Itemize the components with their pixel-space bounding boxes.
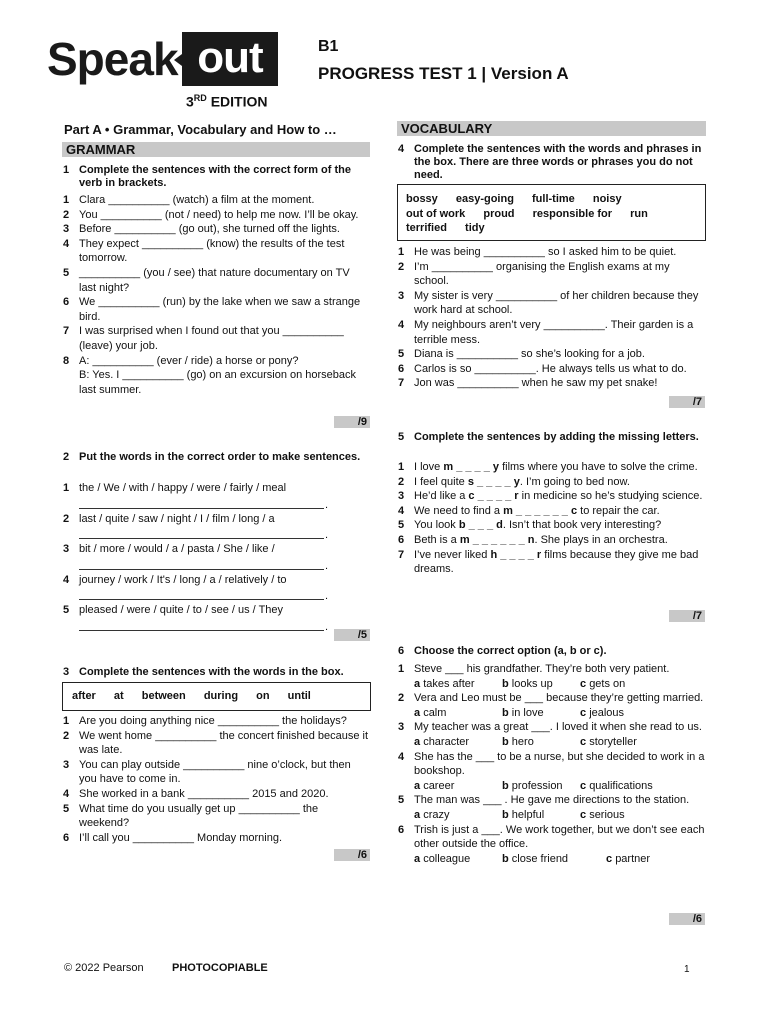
- options-row: a colleague b close friend c partner: [414, 852, 651, 865]
- list-item: 3 You can play outside __________ nine o’clock, but then you have to come in.: [63, 758, 351, 786]
- list-item: 6 We __________ (run) by the lake when we saw a strange bird.: [63, 296, 361, 323]
- list-item: 5 __________ (you / see) that nature documentary on TV last night?: [63, 266, 350, 294]
- q6-instruction: 6 Choose the correct option (a, b or c).: [398, 645, 607, 657]
- q2-score: /5: [334, 629, 370, 641]
- logo-out: out: [182, 32, 278, 86]
- word-box: [62, 682, 371, 711]
- list-item: 1 He was being __________ so I asked him to be quiet.: [398, 246, 677, 258]
- list-item: 3 bit / more / would / a / pasta / She / like /: [63, 543, 275, 556]
- options-row: a career b profession c qualifications: [414, 779, 653, 792]
- answer-line[interactable]: [79, 526, 324, 539]
- list-item: 4 journey / work / It's / long / a / relatively / to: [63, 573, 287, 586]
- page-title: PROGRESS TEST 1 | Version A: [318, 64, 569, 83]
- list-item: 8 A: __________ (ever / ride) a horse or pony? B: Yes. I __________ (go) on an excursion on horseback last summer.: [63, 354, 357, 396]
- list-item: 4 We need to find a m _ _ _ _ _ _ c to repair the car.: [398, 504, 660, 517]
- q4-score: /7: [669, 396, 705, 408]
- list-item: 2 I’m __________ organising the English exams at my school.: [398, 260, 670, 288]
- q2-items: [63, 481, 369, 634]
- list-item: 2 last / quite / saw / night / I / film / long / a: [63, 512, 275, 525]
- grammar-section-bar: GRAMMAR: [62, 142, 370, 157]
- q1-instruction: 1 Complete the sentences with the correct form of the verb in brackets.: [63, 164, 351, 189]
- q6-score: /6: [669, 913, 705, 925]
- q1-score: /9: [334, 416, 370, 428]
- box-word: on: [256, 690, 270, 702]
- list-item: 1 Are you doing anything nice __________ the holidays?: [63, 715, 347, 727]
- list-item: 4 She worked in a bank __________ 2015 and 2020.: [63, 787, 329, 800]
- q3-items: [63, 714, 369, 845]
- vocabulary-section-bar: VOCABULARY: [397, 121, 706, 136]
- answer-line[interactable]: [79, 587, 324, 600]
- box-word: noisy: [592, 193, 622, 205]
- page-number: 1: [684, 964, 690, 975]
- list-item: 7 I’ve never liked h _ _ _ _ r films because they give me bad dreams.: [398, 548, 699, 576]
- list-item: 4 My neighbours aren’t very __________. Their garden is a terrible mess.: [398, 318, 694, 346]
- box-word: easy-going: [455, 193, 514, 205]
- q5-items: [398, 460, 706, 577]
- options-row: a character b hero c storyteller: [414, 735, 637, 748]
- list-item: 4 They expect __________ (know) the results of the test tomorrow.: [63, 237, 345, 265]
- box-word: during: [203, 690, 239, 702]
- list-item: 5 You look b _ _ _ d. Isn’t that book very interesting?: [398, 519, 662, 532]
- box-word: full-time: [532, 193, 575, 205]
- list-item: 1 Clara __________ (watch) a film at the moment.: [63, 194, 315, 206]
- list-item: 5 pleased / were / quite / to / see / us / They: [63, 604, 284, 617]
- options-row: a takes after b looks up c gets on: [414, 677, 626, 690]
- list-item: 6 Trish is just a ___. We work together, but we don’t see each other outside the office.: [398, 823, 705, 851]
- box-word: tidy: [465, 222, 485, 234]
- box-word: terrified: [406, 222, 447, 234]
- box-word: out of work: [406, 207, 466, 220]
- list-item: 2 We went home __________ the concert finished because it was late.: [63, 729, 369, 757]
- box-word: proud: [483, 207, 515, 220]
- box-word: run: [630, 207, 648, 220]
- q4-items: [398, 245, 706, 391]
- q5-instruction: 5 Complete the sentences by adding the missing letters.: [398, 431, 699, 443]
- part-a-heading: Part A • Grammar, Vocabulary and How to …: [64, 122, 337, 137]
- box-word: responsible for: [532, 207, 613, 220]
- footer-photocopiable: PHOTOCOPIABLE: [172, 962, 268, 974]
- list-item: 1 Steve ___ his grandfather. They’re both very patient.: [398, 663, 670, 675]
- options-row: a calm b in love c jealous: [414, 706, 625, 719]
- q4-instruction: 4 Complete the sentences with the words and phrases in the box. There are three words or phrases you do not need.: [398, 143, 702, 181]
- list-item: 3 My sister is very __________ of her children because they work hard at school.: [398, 289, 699, 317]
- list-item: 2 You __________ (not / need) to help me now. I’ll be okay.: [63, 208, 359, 221]
- list-item: 6 Carlos is so __________. He always tells us what to do.: [398, 362, 687, 375]
- answer-line[interactable]: [79, 618, 324, 631]
- list-item: 5 The man was ___ . He gave me directions to the station.: [398, 794, 690, 807]
- q6-items: [398, 662, 706, 866]
- list-item: 3 Before __________ (go out), she turned off the lights.: [63, 223, 340, 236]
- list-item: 2 I feel quite s _ _ _ _ y. I’m going to bed now.: [398, 475, 630, 488]
- list-item: 4 She has the ___ to be a nurse, but she decided to work in a bookshop.: [398, 750, 705, 778]
- list-item: 2 Vera and Leo must be ___ because they’re getting married.: [398, 692, 704, 705]
- q3-instruction: 3 Complete the sentences with the words in the box.: [63, 666, 344, 678]
- box-word: bossy: [406, 193, 438, 205]
- q2-instruction: 2 Put the words in the correct order to make sentences.: [63, 451, 361, 463]
- box-word: at: [113, 690, 124, 702]
- level-label: B1: [318, 38, 339, 55]
- list-item: 5 What time do you usually get up __________ the weekend?: [63, 802, 319, 830]
- logo-speak: Speak: [47, 33, 178, 85]
- q3-score: /6: [334, 849, 370, 861]
- box-word: until: [287, 690, 311, 702]
- box-word: after: [72, 690, 96, 702]
- list-item: 3 My teacher was a great ___. I loved it when she read to us.: [398, 721, 702, 734]
- q1-items: [63, 193, 369, 397]
- word-box: [397, 184, 706, 241]
- footer-copyright: © 2022 Pearson: [64, 962, 144, 974]
- answer-line[interactable]: [79, 557, 324, 570]
- list-item: 7 Jon was __________ when he saw my pet snake!: [398, 377, 658, 390]
- list-item: 1 I love m _ _ _ _ y films where you have to solve the crime.: [398, 461, 698, 473]
- options-row: a crazy b helpful c serious: [414, 808, 625, 821]
- list-item: 6 I’ll call you __________ Monday morning.: [63, 831, 283, 844]
- list-item: 3 He’d like a c _ _ _ _ r in medicine so he’s studying science.: [398, 490, 703, 503]
- list-item: 5 Diana is __________ so she’s looking for a job.: [398, 348, 645, 361]
- list-item: 1 the / We / with / happy / were / fairly / meal: [63, 482, 287, 494]
- list-item: 6 Beth is a m _ _ _ _ _ _ n. She plays in an orchestra.: [398, 533, 668, 546]
- list-item: 7 I was surprised when I found out that you __________ (leave) your job.: [63, 325, 344, 352]
- q5-score: /7: [669, 610, 705, 622]
- box-word: between: [141, 690, 186, 702]
- edition-label: 3RD EDITION: [186, 93, 268, 110]
- answer-line[interactable]: [79, 496, 324, 509]
